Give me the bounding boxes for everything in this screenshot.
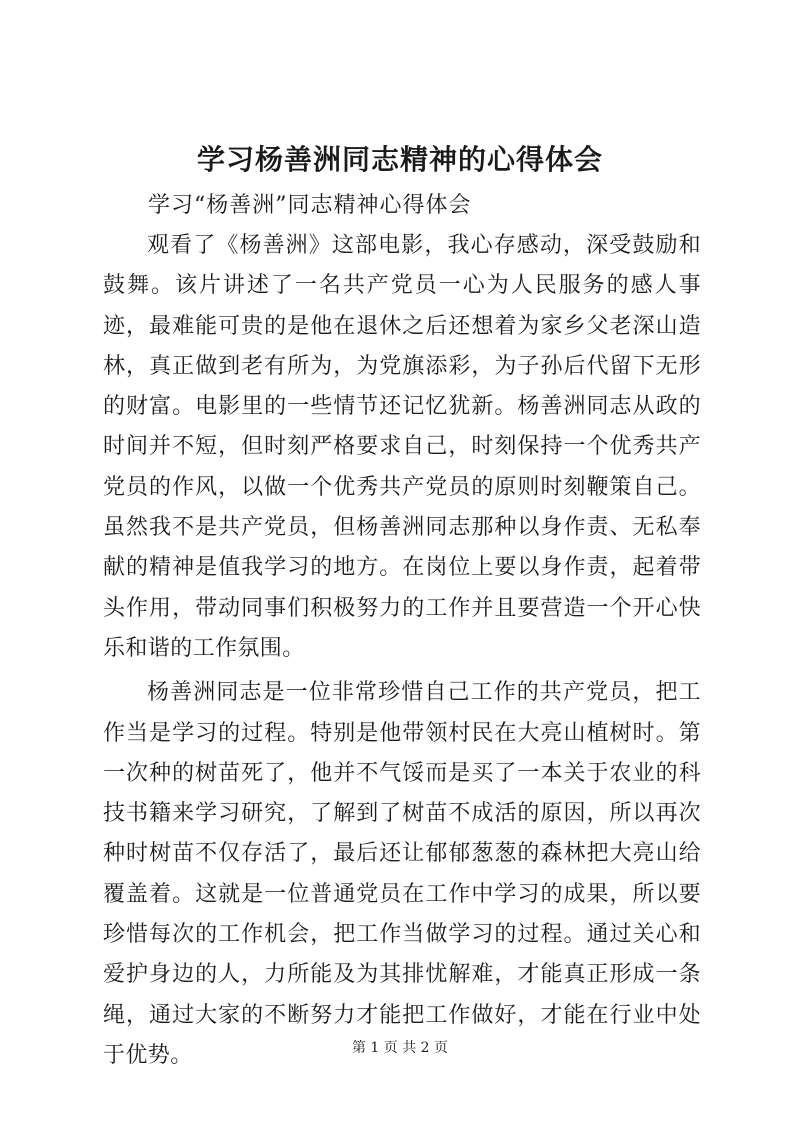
document-body [103,226,701,1076]
paragraph-2: 杨善洲同志是一位非常珍惜自己工作的共产党员，把工作当是学习的过程。特别是他带领村民在大亮山植树时。第一次种的树苗死了，他并不气馁而是买了一本关于农业的科技书籍来学习研究，了解到了树苗不成活的原因，所以再次种时树苗不仅存活了，最后还让郁郁葱葱的森林把大亮山给覆盖着。这就是一位普通党员在工作中学习的成果，所以要珍惜每次的工作机会，把工作当做学习的过程。通过关心和爱护身边的人，力所能及为其排忧解难，才能真正形成一条绳，通过大家的不断努力才能把工作做好，才能在行业中处于优势。 [103,680,701,1068]
paragraph-1: 观看了《杨善洲》这部电影，我心存感动，深受鼓励和鼓舞。该片讲述了一名共产党员一心为人民服务的感人事迹，最难能可贵的是他在退休之后还想着为家乡父老深山造林，真正做到老有所为，为党旗添彩，为子孙后代留下无形的财富。电影里的一些情节还记忆犹新。杨善洲同志从政的时间并不短，但时刻严格要求自己，时刻保持一个优秀共产党员的作风，以做一个优秀共产党员的原则时刻鞭策自己。虽然我不是共产党员，但杨善洲同志那种以身作责、无私奉献的精神是值我学习的地方。在岗位上要以身作责，起着带头作用，带动同事们积极努力的工作并且要营造一个开心快乐和谐的工作氛围。 [103,233,701,661]
document-subtitle: 学习“杨善洲”同志精神心得体会 [148,193,472,218]
document-title: 学习杨善洲同志精神的心得体会 [196,143,603,176]
page-number-footer: 第 1 页 共 2 页 [351,1040,449,1056]
